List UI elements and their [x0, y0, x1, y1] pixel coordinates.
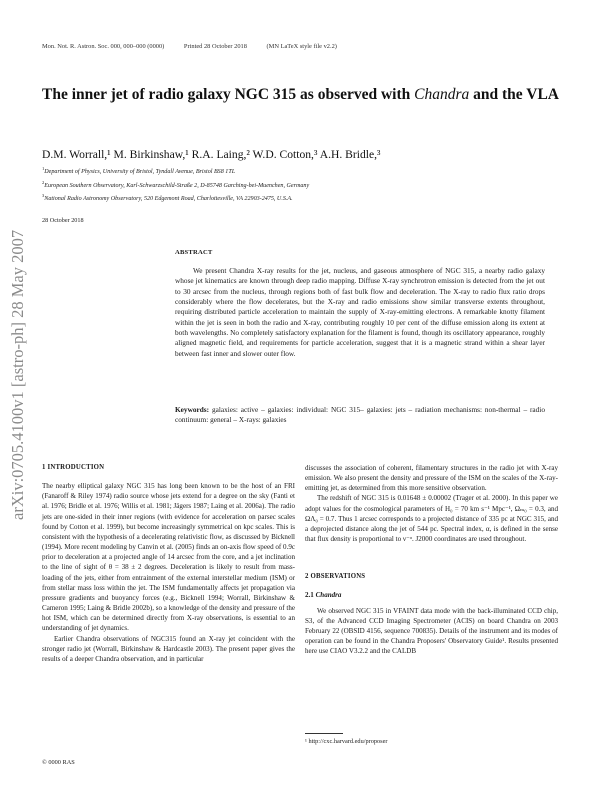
intro-paragraph-1: The nearby elliptical galaxy NGC 315 has long been known to be the host of an FRI (Fanaroff & Riley 1974) radio source whose jets extend for a degree on the sky (Fanti et al. 1976; Bridle et al. 1976; Willis et al. 1981; Jägers 1987; Laing et al. 2006a). The radio jets are one-sided in their inner regions (with evidence for acceleration on parsec scales found by Cotton et al. 1999), but become increasingly symmetrical on kpc scales. This is consistent with the hypothesis of a decelerating relativistic flow, as discussed by Bicknell (1994). More recent modeling by Canvin et al. (2005) finds an on-axis flow speed of 0.9c prior to deceleration at a projected angle of 14 arcsec from the core, and a jet inclination to the line of sight of θ = 38 ± 2 degrees. Deceleration is likely to result from mass-loading of the jets, either from entrainment of the external interstellar medium (ISM) or from stellar mass loss within the jet. The ISM fundamentally affects jet propagation via pressure gradients and buoyancy forces (e.g., Bicknell 1994; Worrall, Birkinshaw & Cameron 1995; Laing & Bridle 2002b), so a knowledge of the density and pressure of the hot ISM, which can be determined directly from X-ray observations, is essential to an understanding of jet dynamics. [42, 482, 295, 633]
left-column [42, 463, 295, 664]
keywords [175, 405, 545, 426]
observations-paragraph-1: We observed NGC 315 in VFAINT data mode with the back-illuminated CCD chip, S3, of the Advanced CCD Imaging Spectrometer (ACIS) on board Chandra on 2003 February 22 (OBSID 4156, sequence 700835). Details of the instrument and its modes of operation can be found in the Chandra Proposers' Observatory Guide¹. Results presented here use CIAO V3.2.2 and the CALDB [305, 606, 558, 656]
abstract-text: We present Chandra X-ray results for the jet, nucleus, and gaseous atmosphere of NGC 315, a nearby radio galaxy whose jet kinematics are known through deep radio mapping. Diffuse X-ray synchrotron emission is detected from the jet out to 30 arcsec from the nucleus, through regions both of fast bulk flow and deceleration. The X-ray to radio flux ratio drops considerably where the flow decelerates, but the X-ray and radio emissions show similar transverse extents throughout, requiring distributed particle acceleration to maintain the supply of X-ray-emitting electrons. A remarkable knotty filament within the jet is seen in both the radio and X-ray, contributing roughly 10 per cent of the diffuse emission along its extent at both wavelengths. No completely satisfactory explanation for the filament is found, though its oscillatory appearance, roughly aligned magnetic field, and requirements for particle acceleration, suggest that it is a magnetic strand within a shear layer between fast inner and slower outer flow. [175, 266, 545, 358]
observations-heading: 2 OBSERVATIONS [305, 573, 366, 581]
intro-paragraph-3: discusses the association of coherent, filamentary structures in the radio jet with X-ray emission. We also present the density and pressure of the ISM on the scales of the X-ray-emitting jet, as determined from this more sensitive observation. [305, 464, 558, 493]
keywords-label: Keywords: [175, 405, 210, 414]
affiliation-3: $^3$National Radio Astronomy Observatory, 520 Edgemont Road, Charlottesville, VA 22903-2475, U.S.A. [42, 193, 293, 203]
footnote-rule [305, 733, 343, 734]
style-file: (MN LaTeX style file v2.2) [266, 43, 337, 50]
chandra-subheading: 2.1 Chandra [305, 591, 342, 600]
title-italic: Chandra [414, 86, 470, 103]
affiliation-1: $^1$Department of Physics, University of Bristol, Tyndall Avenue, Bristol BS8 1TL [42, 166, 236, 176]
arxiv-identifier: arXiv:0705.4100v1 [astro-ph] 28 May 2007 [8, 229, 27, 521]
footnote: ¹ http://cxc.harvard.edu/proposer [305, 738, 388, 745]
journal-citation: Mon. Not. R. Astron. Soc. 000, 000–000 (0000) [42, 43, 165, 50]
printed-date: Printed 28 October 2018 [183, 43, 247, 50]
paper-title: The inner jet of radio galaxy NGC 315 as observed with Chandra and the VLA [42, 86, 559, 103]
abstract-heading: ABSTRACT [175, 249, 213, 256]
affiliation-2: $^2$European Southern Observatory, Karl-Schwarzschild-Straße 2, D-85748 Garching-bei-Muenchen, Germany [42, 179, 310, 189]
running-header [42, 43, 355, 50]
intro-paragraph-2: Earlier Chandra observations of NGC315 found an X-ray jet coincident with the stronger radio jet (Worrall, Birkinshaw & Hardcastle 2003). The present paper gives the results of a deeper Chandra observation, and in particular [42, 634, 295, 663]
right-column [305, 463, 558, 656]
affiliations [42, 164, 542, 205]
intro-paragraph-4: The redshift of NGC 315 is 0.01648 ± 0.00002 (Trager et al. 2000). In this paper we adopt values for the cosmological parameters of H₀ = 70 km s⁻¹ Mpc⁻¹, Ωₘ₀ = 0.3, and ΩΛ₀ = 0.7. Thus 1 arcsec corresponds to a projected distance of 335 pc at NGC 315, and a deprojected distance along the jet of 544 pc. Spectral index, α, is defined in the sense that flux density is proportional to ν⁻ᵅ. J2000 coordinates are used throughout. [305, 494, 558, 544]
intro-heading: 1 INTRODUCTION [42, 464, 105, 471]
submission-date: 28 October 2018 [42, 217, 84, 224]
copyright-footer: © 0000 RAS [42, 759, 75, 766]
author-list: D.M. Worrall,¹ M. Birkinshaw,¹ R.A. Laing,² W.D. Cotton,³ A.H. Bridle,³ [42, 148, 381, 161]
keywords-text: galaxies: active – galaxies: individual: NGC 315– galaxies: jets – radiation mechanisms: non-thermal – radio continuum: general – X-rays: galaxies [175, 405, 545, 425]
